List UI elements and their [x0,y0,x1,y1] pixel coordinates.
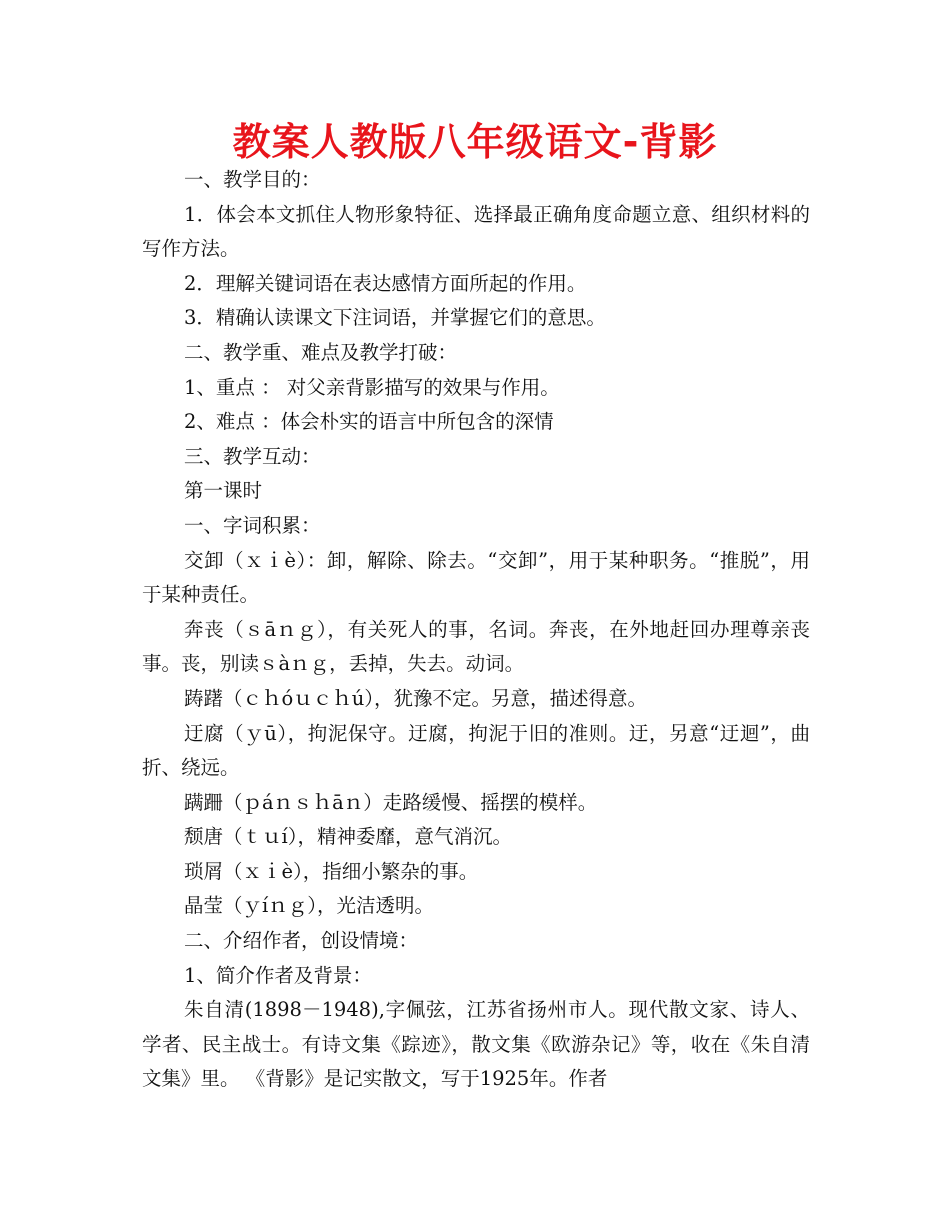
vocab-item: 颓唐（ｔｕí），精神委靡，意气消沉。 [184,825,512,849]
lesson-heading: 第一课时 [184,479,263,503]
section-heading-vocabulary: 一、字词积累： [184,513,321,537]
vocab-item: 晶莹（ｙíｎｇ），光洁透明。 [184,894,434,918]
vocab-item: 迂腐（ｙū），拘泥保守。迂腐，拘泥于旧的准则。迂，另意“迂迴”，曲折、绕远。 [142,721,810,780]
document-title: 教案人教版八年级语文-背影 [232,120,718,164]
vocab-item: 琐屑（ｘｉè），指细小繁杂的事。 [184,859,479,883]
document-body [142,163,810,1097]
vocab-item: 踌躇（ｃｈóｕｃｈú），犹豫不定。另意，描述得意。 [184,686,648,710]
objective-item-1: 1．体会本文抓住人物形象特征、选择最正确角度命题立意、组织材料的写作方法。 [142,202,810,261]
section-heading-author: 二、介绍作者，创设情境： [184,929,419,953]
section-heading-objectives: 一、教学目的： [184,168,321,191]
objective-item-3: 3．精确认读课文下注词语，并掌握它们的意思。 [184,306,606,330]
key-point-2: 2、难点 ：体会朴实的语言中所包含的深情 [184,410,554,434]
vocab-item: 奔丧（ｓāｎｇ），有关死人的事，名词。奔丧，在外地赶回办理尊亲丧事。丧，别读ｓàｎｇ，丢掉，失去。动词。 [142,617,810,676]
vocab-item: 交卸（ｘｉè）：卸，解除、除去。“交卸”，用于某种职务。“推脱”，用于某种责任。 [142,548,810,607]
objective-item-2: 2．理解关键词语在表达感情方面所起的作用。 [184,271,587,295]
author-bio-paragraph: 朱自清(1898－1948),字佩弦，江苏省扬州市人。现代散文家、诗人、学者、民主战士。有诗文集《踪迹》，散文集《欧游杂记》等，收在《朱自清文集》里。 《背影》是记实散文，写于1925年。作者 [142,998,810,1091]
section-heading-interaction: 三、教学互动： [184,444,321,468]
section-heading-key-points: 二、教学重、难点及教学打破： [184,340,458,364]
key-point-1: 1、重点 ： 对父亲背影描写的效果与作用。 [184,375,560,399]
subsection-heading-author-background: 1、简介作者及背景： [184,963,372,987]
vocab-item: 蹒跚（ｐáｎｓｈāｎ）走路缓慢、摇摆的模样。 [184,790,598,814]
